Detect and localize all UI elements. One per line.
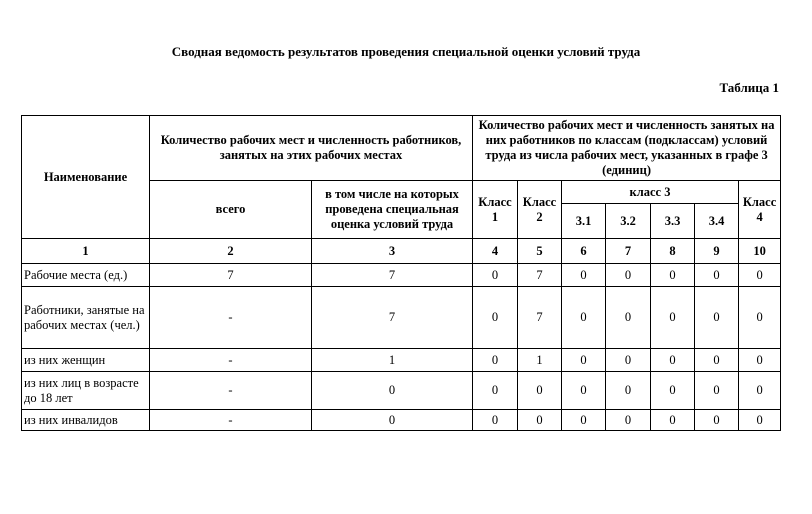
row-label: из них инвалидов bbox=[22, 410, 150, 431]
row-label: из них лиц в возрасте до 18 лет bbox=[22, 372, 150, 410]
cell-value: 0 bbox=[562, 372, 606, 410]
column-number: 9 bbox=[695, 239, 739, 264]
header-class-3-4: 3.4 bbox=[695, 204, 739, 239]
cell-value: 0 bbox=[562, 264, 606, 287]
cell-value: 0 bbox=[562, 410, 606, 431]
cell-value: 0 bbox=[473, 349, 518, 372]
cell-value: 0 bbox=[518, 372, 562, 410]
table-row bbox=[22, 372, 781, 410]
column-number: 10 bbox=[739, 239, 781, 264]
column-number: 2 bbox=[150, 239, 312, 264]
cell-value: 0 bbox=[695, 372, 739, 410]
summary-table bbox=[21, 115, 781, 431]
header-class-4: Класс 4 bbox=[739, 181, 781, 239]
cell-value: 0 bbox=[651, 349, 695, 372]
cell-value: 0 bbox=[473, 372, 518, 410]
header-class-3-2: 3.2 bbox=[606, 204, 651, 239]
cell-value: 7 bbox=[312, 287, 473, 349]
row-label: Работники, занятые на рабочих местах (чел.) bbox=[22, 287, 150, 349]
cell-value: - bbox=[150, 349, 312, 372]
document-title: Сводная ведомость результатов проведения специальной оценки условий труда bbox=[171, 44, 641, 59]
cell-value: 0 bbox=[739, 264, 781, 287]
header-group-classes: Количество рабочих мест и численность занятых на них работников по классам (подклассам) условий труда из числа рабочих мест, указанных в графе 3 (единиц) bbox=[473, 116, 781, 181]
cell-value: 7 bbox=[518, 264, 562, 287]
cell-value: 7 bbox=[150, 264, 312, 287]
table-row bbox=[22, 264, 781, 287]
cell-value: 0 bbox=[651, 264, 695, 287]
column-number: 7 bbox=[606, 239, 651, 264]
cell-value: - bbox=[150, 287, 312, 349]
cell-value: 0 bbox=[518, 410, 562, 431]
cell-value: - bbox=[150, 410, 312, 431]
cell-value: 0 bbox=[606, 349, 651, 372]
header-class-3-3: 3.3 bbox=[651, 204, 695, 239]
column-number: 1 bbox=[22, 239, 150, 264]
cell-value: 0 bbox=[651, 410, 695, 431]
cell-value: 0 bbox=[606, 410, 651, 431]
cell-value: 0 bbox=[312, 372, 473, 410]
cell-value: - bbox=[150, 372, 312, 410]
cell-value: 0 bbox=[312, 410, 473, 431]
column-number: 6 bbox=[562, 239, 606, 264]
cell-value: 7 bbox=[312, 264, 473, 287]
header-group-workplaces: Количество рабочих мест и численность работников, занятых на этих рабочих местах bbox=[150, 116, 473, 181]
cell-value: 0 bbox=[606, 287, 651, 349]
column-number: 5 bbox=[518, 239, 562, 264]
column-numbers-row bbox=[22, 239, 781, 264]
cell-value: 0 bbox=[739, 349, 781, 372]
cell-value: 0 bbox=[473, 264, 518, 287]
cell-value: 1 bbox=[312, 349, 473, 372]
row-label: Рабочие места (ед.) bbox=[22, 264, 150, 287]
table-row bbox=[22, 349, 781, 372]
cell-value: 0 bbox=[695, 410, 739, 431]
header-class-2: Класс 2 bbox=[518, 181, 562, 239]
cell-value: 0 bbox=[739, 372, 781, 410]
column-number: 3 bbox=[312, 239, 473, 264]
table-number: Таблица 1 bbox=[719, 80, 779, 95]
header-assessed: в том числе на которых проведена специальная оценка условий труда bbox=[312, 181, 473, 239]
column-number: 8 bbox=[651, 239, 695, 264]
header-name: Наименование bbox=[22, 116, 150, 239]
cell-value: 0 bbox=[739, 287, 781, 349]
row-label: из них женщин bbox=[22, 349, 150, 372]
cell-value: 0 bbox=[695, 264, 739, 287]
cell-value: 7 bbox=[518, 287, 562, 349]
header-class-3-1: 3.1 bbox=[562, 204, 606, 239]
cell-value: 0 bbox=[562, 287, 606, 349]
cell-value: 0 bbox=[606, 372, 651, 410]
header-row-1 bbox=[22, 116, 781, 181]
cell-value: 0 bbox=[695, 349, 739, 372]
cell-value: 0 bbox=[695, 287, 739, 349]
cell-value: 1 bbox=[518, 349, 562, 372]
column-number: 4 bbox=[473, 239, 518, 264]
cell-value: 0 bbox=[739, 410, 781, 431]
header-class-3: класс 3 bbox=[562, 181, 739, 204]
cell-value: 0 bbox=[606, 264, 651, 287]
cell-value: 0 bbox=[651, 287, 695, 349]
cell-value: 0 bbox=[562, 349, 606, 372]
cell-value: 0 bbox=[473, 287, 518, 349]
header-class-1: Класс 1 bbox=[473, 181, 518, 239]
header-total: всего bbox=[150, 181, 312, 239]
cell-value: 0 bbox=[651, 372, 695, 410]
table-row bbox=[22, 410, 781, 431]
table-row bbox=[22, 287, 781, 349]
cell-value: 0 bbox=[473, 410, 518, 431]
